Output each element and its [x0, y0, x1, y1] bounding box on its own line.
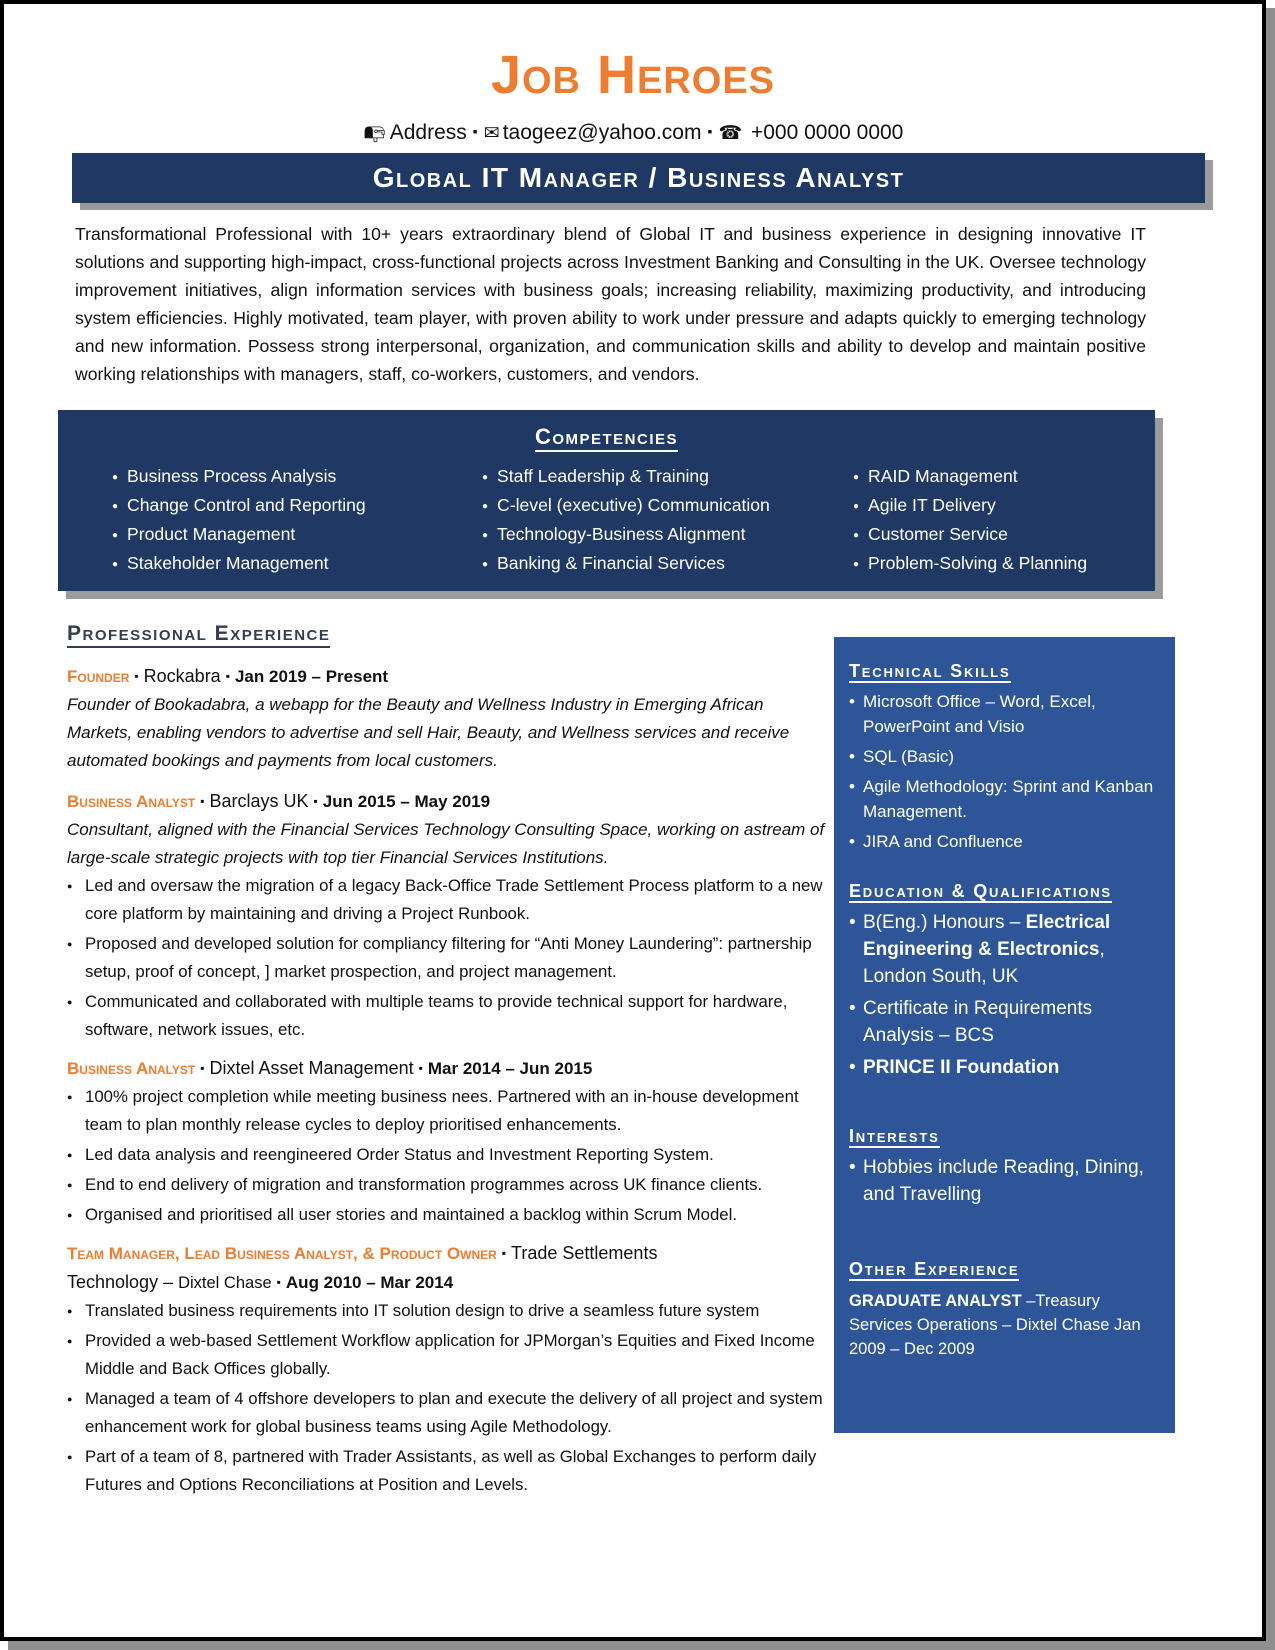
separator: ▪ — [200, 1061, 205, 1075]
interests-heading: Interests — [849, 1126, 940, 1146]
skill-item: • Agile Methodology: Sprint and Kanban Management. — [849, 774, 1163, 824]
job-role: Team Manager, Lead Business Analyst, & Product Owner — [67, 1244, 497, 1263]
technical-skills-list — [849, 689, 1163, 854]
job-org: Dixtel Asset Management — [209, 1058, 414, 1078]
job-org: Trade Settlements — [511, 1243, 658, 1263]
education-item: • Certificate in Requirements Analysis – BCS — [849, 995, 1163, 1049]
separator: ▪ — [501, 1246, 507, 1260]
bullet-item: ● Led and oversaw the migration of a legacy Back-Office Trade Settlement Process platform to a new core platform by maintaining and driving a Project Runbook. — [67, 872, 832, 928]
job-dates: Jun 2015 – May 2019 — [322, 792, 491, 811]
job-org: Rockabra — [143, 666, 221, 686]
separator: ▪ — [134, 669, 139, 683]
job-description: Founder of Bookadabra, a webapp for the Beauty and Wellness Industry in Emerging African Markets, enabling vendors to advertise and sell Hair, Beauty, and Wellness services and receive automated bookings and payments from local customers. — [67, 695, 790, 770]
separator: ▪ — [225, 669, 230, 683]
competency-item: ● Problem-Solving & Planning — [853, 549, 1087, 578]
job-dates: Jan 2019 – Present — [234, 667, 389, 686]
competencies-section — [58, 410, 1155, 591]
other-experience-heading: Other Experience — [849, 1259, 1020, 1279]
competencies-column-3 — [853, 462, 1087, 578]
education-item: • PRINCE II Foundation — [849, 1054, 1163, 1081]
competency-item: ● Business Process Analysis — [112, 462, 366, 491]
bullet-item: ● Translated business requirements into IT solution design to drive a seamless future system — [67, 1297, 832, 1325]
separator: ▪ — [418, 1061, 423, 1075]
job-role: Business Analyst — [67, 1059, 196, 1078]
job-header — [67, 1239, 832, 1268]
professional-summary: Transformational Professional with 10+ years extraordinary blend of Global IT and business experience in designing innovative IT solutions and supporting high-impact, cross-functional projects across Investment Banking and Consulting in the UK. Oversee technology improvement initiatives, align information services with business goals; increasing reliability, maximizing productivity, and introducing system efficiencies. Highly motivated, team player, with proven ability to work under pressure and adapts quickly to emerging technology and new information. Possess strong interpersonal, organization, and communication skills and ability to develop and maintain positive working relationships with managers, staff, co-workers, customers, and vendors. — [75, 224, 1146, 384]
email-link[interactable]: taogeez@yahoo.com — [502, 121, 702, 144]
candidate-name: Job Heroes — [490, 45, 776, 105]
sidebar — [834, 637, 1175, 1433]
job-header — [67, 662, 832, 691]
job-role: Founder — [67, 667, 130, 686]
separator: ▪ — [200, 794, 205, 808]
competency-item: ● Technology-Business Alignment — [482, 520, 770, 549]
job-org: Barclays UK — [209, 791, 309, 811]
competencies-heading: Competencies — [58, 424, 1155, 450]
job-role: Business Analyst — [67, 792, 196, 811]
job-description: Consultant, aligned with the Financial Services Technology Consulting Space, working on astream of large-scale strategic projects with top tier Financial Services Institutions. — [67, 820, 825, 867]
separator: ▪ — [707, 123, 713, 139]
competency-item: ● Product Management — [112, 520, 366, 549]
job-company: Dixtel Chase — [178, 1274, 272, 1292]
competency-item: ● Stakeholder Management — [112, 549, 366, 578]
job-bullets — [67, 872, 832, 1044]
competency-item: ● Agile IT Delivery — [853, 491, 1087, 520]
job-header — [67, 1054, 832, 1083]
job-header-line2 — [67, 1268, 832, 1297]
bullet-item: ● Led data analysis and reengineered Order Status and Investment Reporting System. — [67, 1141, 832, 1169]
separator: ▪ — [472, 123, 478, 139]
skill-item: • Microsoft Office – Word, Excel, PowerPoint and Visio — [849, 689, 1163, 739]
bullet-item: ● Part of a team of 8, partnered with Trader Assistants, as well as Global Exchanges to perform daily Futures and Options Reconciliations at Position and Levels. — [67, 1443, 832, 1499]
bullet-item: ● Organised and prioritised all user stories and maintained a backlog within Scrum Model. — [67, 1201, 832, 1229]
job-dates: Mar 2014 – Jun 2015 — [427, 1059, 593, 1078]
technical-skills-heading: Technical Skills — [849, 661, 1011, 681]
bullet-item: ● Provided a web-based Settlement Workflow application for JPMorgan’s Equities and Fixed Income Middle and Back Offices globally. — [67, 1327, 832, 1383]
job-dates: Aug 2010 – Mar 2014 — [285, 1273, 454, 1292]
other-experience-entry: GRADUATE ANALYST –Treasury Services Operations – Dixtel Chase Jan 2009 – Dec 2009 — [849, 1292, 1141, 1358]
mailbox-icon: 📭︎ — [362, 123, 387, 144]
competency-item: ● Change Control and Reporting — [112, 491, 366, 520]
competency-item: ● RAID Management — [853, 462, 1087, 491]
education-list — [849, 909, 1163, 1081]
education-heading: Education & Qualifications — [849, 881, 1112, 901]
competency-item: ● Customer Service — [853, 520, 1087, 549]
bullet-item: ● Managed a team of 4 offshore developers to plan and execute the delivery of all project and system enhancement work for global business teams using Agile Methodology. — [67, 1385, 832, 1441]
job-header — [67, 787, 832, 816]
bullet-item: ● 100% project completion while meeting business nees. Partnered with an in-house development team to plan monthly release cycles to deploy prioritised enhancements. — [67, 1083, 832, 1139]
education-item: • B(Eng.) Honours – Electrical Engineering & Electronics, London South, UK — [849, 909, 1163, 990]
experience-heading: Professional Experience — [67, 622, 330, 648]
address-text: Address — [389, 121, 467, 144]
bullet-item: ● Proposed and developed solution for compliancy filtering for “Anti Money Laundering”: partnership setup, proof of concept, ] market prospection, and project management. — [67, 930, 832, 986]
competency-item: ● Staff Leadership & Training — [482, 462, 770, 491]
experience-section — [67, 622, 832, 1501]
skill-item: • JIRA and Confluence — [849, 829, 1163, 854]
telephone-icon: ☎︎ — [718, 123, 743, 144]
separator: ▪ — [313, 794, 318, 808]
skill-item: • SQL (Basic) — [849, 744, 1163, 769]
envelope-icon: ✉︎ — [483, 123, 500, 144]
phone-text: +000 0000 0000 — [750, 121, 904, 144]
competencies-column-2 — [482, 462, 770, 578]
competencies-column-1 — [112, 462, 366, 578]
competency-item: ● C-level (executive) Communication — [482, 491, 770, 520]
competency-item: ● Banking & Financial Services — [482, 549, 770, 578]
contact-line — [4, 121, 1262, 145]
job-org-line2: Technology – — [67, 1272, 174, 1292]
job-bullets — [67, 1297, 832, 1499]
job-title-banner: Global IT Manager / Business Analyst — [72, 153, 1205, 203]
separator: ▪ — [276, 1275, 281, 1289]
interests-list — [849, 1154, 1163, 1208]
interest-item: • Hobbies include Reading, Dining, and Travelling — [849, 1154, 1163, 1208]
bullet-item: ● End to end delivery of migration and transformation programmes across UK finance clients. — [67, 1171, 832, 1199]
bullet-item: ● Communicated and collaborated with multiple teams to provide technical support for hardware, software, network issues, etc. — [67, 988, 832, 1044]
job-bullets — [67, 1083, 832, 1229]
